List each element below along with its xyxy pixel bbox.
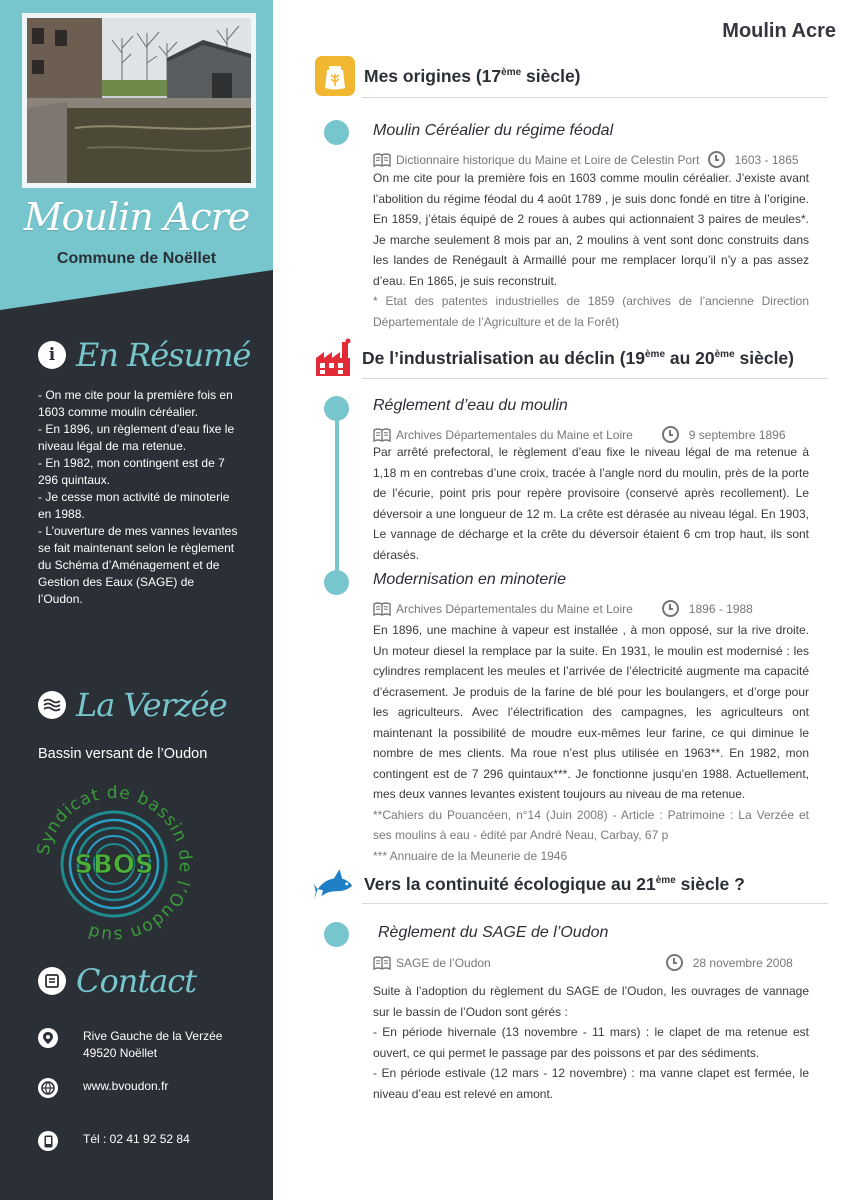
contact-card-icon (38, 967, 66, 995)
sbos-logo (30, 780, 198, 948)
basin-label: Bassin versant de l’Oudon (38, 746, 208, 762)
address-line-2: 49520 Noëllet (83, 1046, 158, 1060)
entry-meta (373, 600, 753, 617)
section-3-divider (362, 903, 828, 904)
timeline-dot (324, 120, 349, 145)
section-1-divider (362, 97, 828, 98)
sbos-logo-text: SBOS (74, 850, 154, 880)
address-line-1: Rive Gauche de la Verzée (83, 1029, 223, 1043)
sbos-ring-text: Syndicat de bassin de l’Oudon sud (33, 782, 196, 946)
resume-item: - En 1896, un règlement d’eau fixe le niveau légal de ma retenue. (38, 422, 235, 453)
resume-item: - Je cesse mon activité de minoterie en 1988. (38, 490, 230, 521)
clock-icon (662, 600, 679, 617)
resume-item: - On me cite pour la première fois en 1603 comme moulin céréalier. (38, 388, 233, 419)
contact-heading-row (38, 962, 196, 1000)
contact-heading: Contact (76, 962, 197, 1000)
entry-body-text: En 1896, une machine à vapeur est installée , à mon opposé, sur la rive droite. Un moteur diesel la remplace par la suite. En 1931, le moulin est modernisé : les cylindres remplacent les meules et l’arrivée de l’électricité augmente ma capacité d’écrasement. Je produis de la farine de blé pour les boulangers, et d’orge pour les agriculteurs. Avec l’électrification des campagnes, les agriculteurs ont maintenant la possibilité de moudre eux-mêmes leur farine, ce qui diminue le nombre de mes clients. Ma roue n’est plus utilisée en 1963**. En 1982, mon contingent est de 7 296 quintaux***. Je fonctionne jusqu’en 1988. Actuellement, mes deux vannes levantes existent toujours au niveau de ma retenue. (373, 623, 809, 801)
entry-body-text: Par arrêté prefectoral, le règlement d’eau fixe le niveau légal de ma retenue à 1,18 m en contrebas d’une croix, tracée à l’angle nord du moulin, près de la porte de l’écurie, point pris pour repère provisoire (conservé après recollement). Le déversoir a une longueur de 12 m. La crête est dérasée au niveau légal. En 1903, Le vannage de décharge et la crête du déversoir étaient 6 cm trop haut, ils sont dérasés. (373, 445, 809, 562)
river-heading: La Verzée (76, 686, 227, 724)
map-pin-icon (38, 1028, 58, 1048)
contact-website[interactable] (38, 1078, 168, 1098)
resume-list (38, 387, 238, 608)
clock-icon (666, 954, 683, 971)
clock-icon (662, 426, 679, 443)
entry-source: SAGE de l’Oudon (396, 955, 491, 970)
entry-date: 1603 - 1865 (734, 152, 799, 167)
book-icon (373, 602, 391, 616)
entry-title: Moulin Céréalier du régime féodal (373, 122, 614, 139)
resume-item: - En 1982, mon contingent est de 7 296 quintaux. (38, 456, 225, 487)
sidebar-title: Moulin Acre (23, 195, 250, 239)
entry-body-text: - En période estivale (12 mars - 12 novembre) : ma vanne clapet est fermée, le niveau d’eau est relevé en amont. (373, 1066, 809, 1101)
wheat-bag-icon (315, 56, 355, 96)
resume-heading: En Résumé (76, 336, 251, 374)
timeline-dot (324, 570, 349, 595)
address-text (83, 1028, 222, 1062)
entry-body (373, 981, 809, 1104)
timeline-dot (324, 396, 349, 421)
river-heading-row (38, 686, 227, 724)
entry-body (373, 168, 809, 332)
book-icon (373, 956, 391, 970)
section-3-title: Vers la continuité écologique au 21ème siècle ? (364, 874, 745, 894)
section-2-divider (362, 378, 828, 379)
entry-date: 9 septembre 1896 (688, 427, 786, 442)
contact-address (38, 1028, 222, 1062)
fish-icon (314, 862, 354, 902)
resume-heading-row (38, 336, 250, 374)
entry-body (373, 620, 809, 866)
mill-photo (22, 13, 256, 188)
book-icon (373, 428, 391, 442)
globe-icon (38, 1078, 58, 1098)
resume-item: - L’ouverture de mes vannes levantes se fait maintenant selon le règlement du Schéma d’Aménagement et de Gestion des Eaux (SAGE) de l’Oudon. (38, 524, 238, 606)
mill-photo-image (27, 18, 251, 183)
page-title: Moulin Acre (722, 20, 836, 42)
entry-title: Réglement d’eau du moulin (373, 397, 568, 414)
entry-body-text: On me cite pour la première fois en 1603 comme moulin céréalier. J’existe avant l’abolition du régime féodal du 4 août 1789 , je suis donc fondé en titre à l’origine. En 1859, j’étais équipé de 2 roues à aubes qui actionnaient 3 paires de meules*. Je marche seulement 8 mois par an, 2 moulins à vent sont donc construits dans les landes de Renégault à Armaillé pour me remplacer lorqu’il n’y a pas assez d’eau. En 1865, je suis reconstruit. (373, 171, 809, 288)
entry-source: Dictionnaire historique du Maine et Loire de Celestin Port (396, 152, 700, 167)
entry-body (373, 442, 809, 565)
section-2-title: De l’industrialisation au déclin (19ème au 20ème siècle) (362, 348, 794, 368)
water-waves-icon (43, 698, 61, 712)
book-icon (373, 153, 391, 167)
entry-title: Modernisation en minoterie (373, 571, 566, 588)
entry-source: Archives Départementales du Maine et Loire (396, 601, 633, 616)
clock-icon (708, 151, 725, 168)
entry-date: 1896 - 1988 (688, 601, 753, 616)
entry-footnote: *** Annuaire de la Meunerie de 1946 (373, 848, 568, 863)
entry-meta (373, 954, 793, 971)
timeline-connector (335, 408, 339, 583)
entry-meta (373, 426, 786, 443)
water-icon (38, 691, 66, 719)
section-1-title: Mes origines (17ème siècle) (364, 66, 581, 86)
sidebar (0, 0, 273, 1200)
timeline-dot (324, 922, 349, 947)
factory-icon (314, 338, 354, 378)
contact-phone[interactable] (38, 1131, 190, 1151)
entry-title: Règlement du SAGE de l’Oudon (378, 924, 609, 941)
website-link[interactable]: www.bvoudon.fr (83, 1079, 169, 1093)
phone-icon (38, 1131, 58, 1151)
phone-number[interactable]: Tél : 02 41 92 52 84 (83, 1132, 190, 1146)
entry-body-text: Suite à l’adoption du règlement du SAGE de l’Oudon, les ouvrages de vannage sur le bassin de l’Oudon sont gérés : (373, 984, 809, 1019)
entry-footnote: * Etat des patentes industrielles de 1859 (archives de l’ancienne Direction Départementale de l’Agriculture et de la Forêt) (373, 294, 809, 329)
entry-body-text: - En période hivernale (13 novembre - 11 mars) : le clapet de ma retenue est ouvert, ce qui permet le passage par des poissons et par des sédiments. (373, 1025, 809, 1060)
info-icon: i (38, 341, 66, 369)
sidebar-subtitle: Commune de Noëllet (56, 250, 217, 267)
entry-date: 28 novembre 2008 (692, 955, 793, 970)
entry-footnote: **Cahiers du Pouancéen, n°14 (Juin 2008) - Article : Patrimoine : La Verzée et ses moulins à eau - édité par André Neau, Carbay, 67 p (373, 807, 809, 842)
contact-card-glyph (45, 974, 59, 988)
entry-meta (373, 151, 799, 168)
entry-source: Archives Départementales du Maine et Loire (396, 427, 633, 442)
